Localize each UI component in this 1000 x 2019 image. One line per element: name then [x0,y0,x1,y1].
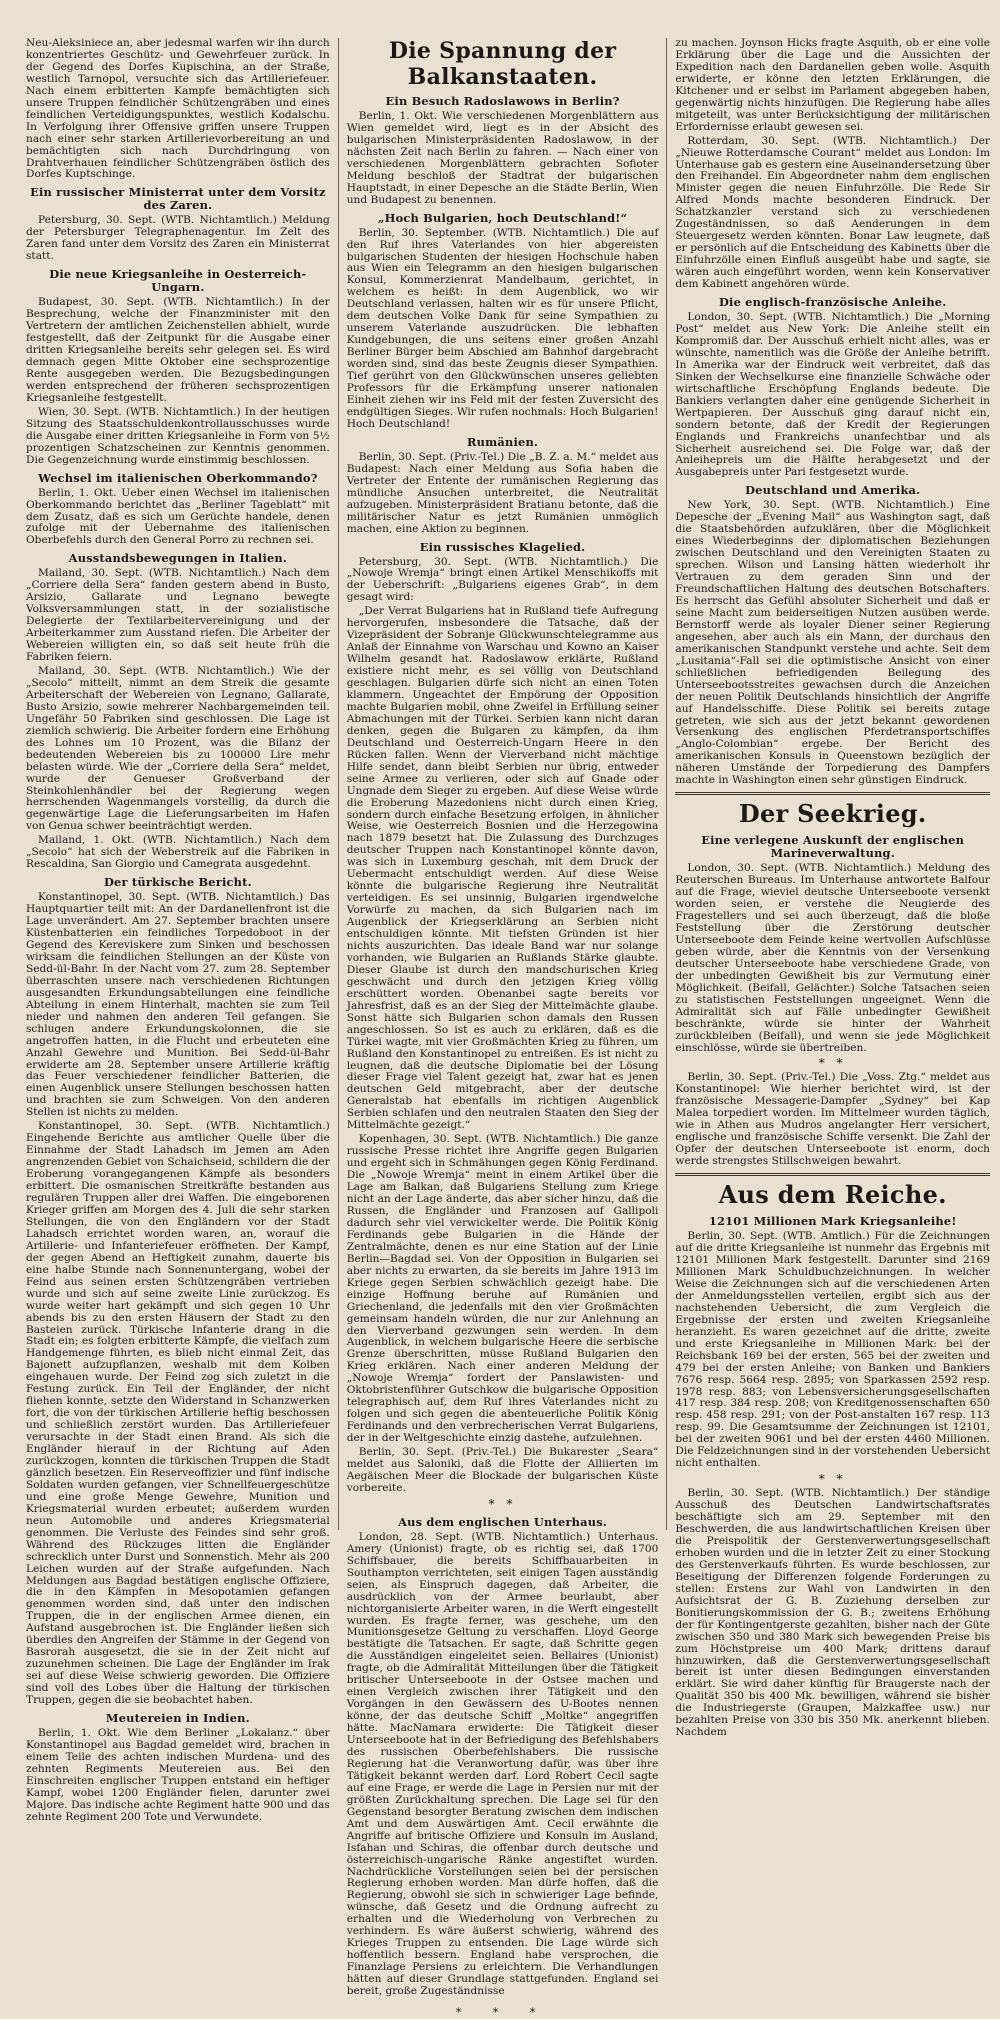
article-text: Rotterdam, 30. Sept. (WTB. Nichtamtlich.) Der „Nieuwe Rotterdamsche Courant“ meldet aus London: Im Unterhause gab es gestern eine Auseinandersetzung über den Freihandel. Ein Abgeordneter nahm dem englischen Minister gegen die neuen Einfuhrzölle. Die Rede Sir Alfred Monds machte besonderen Eindruck. Der Schatzkanzler verstand sich zu verschiedenen Zugeständnissen, so daß Aenderungen in dem Steuergesetz werden könnten. Bonar Law leugnete, daß er persönlich auf die Entscheidung des Kabinetts über die Einfuhrzölle einen Einfluß ausgeübt habe und sagte, sie wären auch eingeführt worden, wenn kein Konservativer dem Kabinett angehören würde. [675,134,990,291]
column-middle [346,38,668,2019]
article-text: New York, 30. Sept. (WTB. Nichtamtlich.) Eine Depesche der „Evening Mail“ aus Washington sagt, daß die Staatsbehörden aufzuklären, über die Möglichkeit eines Wiederbeginns der diplomatischen Beziehungen zwischen Deutschland und den Vereinigten Staaten zu sprechen. Wilson und Lansing hätten wiederholt ihr Vertrauen zu dem geraden Sinn und der Freundschaftlichen Haltung des deutschen Botschafters. Es herrscht das Gefühl absoluter Sicherheit und daß er seine Macht zum beiderseitigen Nutzen ausüben werde. Bernstorff werde als loyaler Diener seiner Regierung angesehen, aber auch als ein Mann, der durchaus den amerikanischen Standpunkt verstehe und achte. Seit dem „Lusitania“-Fall sei die optimistische Ansicht von einer schließlichen befriedigenden Beilegung des Unterseebootsstreites gewachsen durch die Anzeichen der neuen Politik Deutschlands hinsichtlich der Angriffe auf Handelsschiffe. Diese Politik sei bereits zutage getreten, wie sich aus der jetzt bekannt gewordenen Versenkung des englischen Pferdetransportschiffes „Anglo-Colombian“ ergebe. Der Bericht des amerikanischen Konsuls in Queenstown bezüglich der näheren Umstände der Torpedierung des Dampfers machte in Washington einen sehr günstigen Eindruck. [675,499,990,787]
article-text: Berlin, 30. Sept. (Priv.-Tel.) Die „B. Z. a. M.“ meldet aus Budapest: Nach einer Meldung aus Sofia haben die Vertreter der Entente der rumänischen Regierung das mündliche Ansuchen unterbreitet, die Neutralität aufzugeben. Ministerpräsident Bratianu betonte, daß die militärischer Natur es jetzt Rumänien unmöglich machen, eine Aktion zu beginnen. [346,450,659,535]
article-heading: Die englisch-französische Anleihe. [718,295,947,310]
article-heading: „Hoch Bulgarien, hoch Deutschland!“ [377,210,628,225]
article-heading: Ein Besuch Radoslawows in Berlin? [385,94,620,108]
article-text: Berlin, 1. Okt. Wie verschiedenen Morgenblättern aus Wien gemeldet wird, liegt es in der Absicht des bulgarischen Ministerpräsidenten Radoslawow, in der nächsten Zeit nach Berlin zu fahren. — Nach einer von verschiedenen Morgenblättern gebrachten Sofioter Meldung beschloß der Stadtrat der bulgarischen Hauptstadt, in einer Depesche an die Städte Berlin, Wien und Budapest zu benennen. [346,110,659,206]
article-heading: Aus dem englischen Unterhaus. [398,1514,607,1529]
article-text: Mailand, 30. Sept. (WTB. Nichtamtlich.) Wie der „Secolo“ mitteilt, nimmt an dem Streik die gesamte Arbeiterschaft der Webereien von Legnano, Gallarate, Busto Arsizio, sowie mehrerer Nachbargemeinden teil. Ungefähr 50 Fabriken sind geschlossen. Die Lage ist ziemlich schwierig. Die Arbeiter fordern eine Erhöhung des Lohnes um 10 Prozent, was die Bilanz der bedeutenden Webereien bis zu 100000 Lire mehr belasten würde. Wie der „Corriere della Sera“ meldet, wurde der Genueser Großverband der Steinkohlenhändler bei der Regierung wegen herrschenden Wagenmangels vorstellig, da durch die gegenwärtige Lage die Lieferungsarbeiten im Hafen von Genua schwer beeinträchtigt werden. [26,664,330,833]
article-text: London, 30. Sept. (WTB. Nichtamtlich.) Die „Morning Post“ meldet aus New York: Die Anleihe stellt ein Kompromiß dar. Der Ausschuß erhielt nicht alles, was er wünschte, namentlich was die Größe der Anleihe betrifft. In Amerika war der Eindruck weit verbreitet, daß das Sinken der Wechselkurse eine finanzielle Schwäche oder wirtschaftliche Erschöpfung Englands bedeute. Die Bankiers verlangten daher eine genügende Sicherheit in Wertpapieren. Der Ausschuß ging darauf nicht ein, sondern betonte, daß der Kredit der Regierungen Englands und Frankreichs unanfechtbar und als Sicherheit ausreichend sei. Die Folge war, daß der Anleihepreis um die Hälfte herabgesetzt und der Ausgabepreis unter Pari festgesetzt wurde. [675,311,990,479]
article-text: Berlin, 1. Okt. Wie dem Berliner „Lokalanz.“ über Konstantinopel aus Bagdad gemeldet wird, brachen in einem Teile des achten indischen Murdena- und des zehnten Regiments Meutereien aus. Bei den Einschreiten englischer Truppen entstand ein heftiger Kampf, wobei 1200 Engländer fielen, darunter zwei Majore. Das indische achte Regiment hatte 900 und das zehnte Regiment 200 Tote und Verwundete. [26,1727,330,1823]
article-heading: Meutereien in Indien. [105,1711,250,1725]
article-heading: 12101 Millionen Mark Kriegsanleihe! [708,1214,957,1229]
article-heading: Deutschland und Amerika. [745,483,921,498]
section-separator: * * [818,1472,847,1487]
article-heading: Rumänien. [467,434,539,449]
article-heading: Ein russisches Klagelied. [419,539,586,554]
article-heading: Ein russischer Ministerrat unter dem Vorsitz des Zaren. [30,185,326,213]
article-text: Mailand, 1. Okt. (WTB. Nichtamtlich.) Nach dem „Secolo“ hat sich der Weberstreik auf die Fabriken in Rescaldina, San Giorgio und Camegrata ausgedehnt. [26,834,330,871]
article-heading: Eine verlegene Auskunft der englischen Marineverwaltung. [701,833,965,861]
article-text: London, 30. Sept. (WTB. Nichtamtlich.) Meldung des Reuterschen Bureaus. Im Unterhause antwortete Balfour auf die Frage, wieviel deutsche Unterseeboote versenkt worden seien, er verstehe die Neugierde des Fragestellers und sei auch überzeugt, daß die bloße Feststellung über die Zerstörung deutscher Unterseeboote dem Feinde keine wertvollen Aufschlüsse geben würde, aber die Kenntnis von der Versenkung deutscher Unterseeboote habe verschiedene Grade, von der unbedingten Gewißheit bis zur Vermutung einer Möglichkeit. (Beifall, Gelächter.) Solche Tatsachen seien zu statistischen Feststellungen ungeeignet. Wenn die Admiralität sich auf Fälle unbedingter Gewißheit beschränkte, würde sie hinter der Wahrheit zurückbleiben (Beifall), und wenn sie jede Möglichkeit einschlösse, würde sie übertreiben. [675,862,990,1054]
article-text: Berlin, 30. September. (WTB. Nichtamtlich.) Die auf den Ruf ihres Vaterlandes von hier abgereisten bulgarischen Studenten der hiesigen Hochschule haben aus Wien ein Telegramm an den hiesigen bulgarischen Konsul, Kommerzienrat Mandelbaum, gerichtet, in welchem es heißt: In dem Augenblick, wo wir Deutschland verlassen, halten wir es für unsere Pflicht, dem deutschen Volke Dank für seine Sympathien zu unserem Vaterlande auszudrücken. Die lebhaften Kundgebungen, die uns seitens einer großen Anzahl Berliner Bürger beim Abschied am Bahnhof dargebracht worden sind, sind das beste Zeugnis dieser Sympathien. Tief gerührt von den Glückwünschen unseres geliebten Professors für die Erkämpfung unserer nationalen Einheit ziehen wir ins Feld mit der festen Zuversicht des endgültigen Sieges. Wir rufen nochmals: Hoch Bulgarien! Hoch Deutschland! [346,226,659,430]
article-text: zu machen. Joynson Hicks fragte Asquith, ob er eine volle Erklärung über die Lage und die Aussichten der Expedition nach den Dardanellen geben wolle. Asquith erwiderte, er könne den letzten Erklärungen, die Kitchener und er selbst im Parlament abgegeben haben, gegenwärtig nichts hinzufügen. Die Regierung habe alles mitgeteilt, was unter Berücksichtigung der militärischen Erfordernisse erlaubt gewesen sei. [675,37,990,133]
article-text: London, 28. Sept. (WTB. Nichtamtlich.) Unterhaus. Amery (Unionist) fragte, ob es richtig sei, daß 1700 Schiffsbauer, die bereits Schiffbauarbeiten in Southampton verrichteten, seit einigen Tagen ausständig seien, als Einspruch dagegen, daß Arbeiter, die ausdrücklich von der Armee beurlaubt, aber nichtorganisierte Arbeiter waren, in die Werft eingestellt wurden. Es fragte ferner, was geschehe, um den Munitionsgesetze Geltung zu verschaffen. Lloyd George bestätigte die Tatsachen. Er sagte, daß Schritte gegen die Ausständigen eingeleitet seien. Bellaires (Unionist) fragte, ob die Admiralität Mitteilungen über die Tätigkeit britischer Unterseeboote in der Ostsee machen und einen Vergleich zwischen ihrer Tätigkeit und den Vorgängen in den Gewässern des U-Bootes nennen könne, der das deutsche Schiff „Moltke“ angegriffen hätte. MacNamara erwiderte: Die Tätigkeit dieser Unterseeboote hat in der Befriedigung des Befehlshabers des russischen Oberbefehlshabers. Die russische Regierung hat die Veranwortung dafür, was über ihre Tätigkeit bekannt werden darf. Lord Robert Cecil sagte auf eine Frage, er werde die Lage in Persien nur mit der größten Zurückhaltung sprechen. Die Lage sei für den Gegenstand besorgter Beratung zwischen dem indischen Amt und dem Auswärtigen Amt. Cecil erwähnte die Angriffe auf britische Offiziere und Konsuln im Ausland, Isfahan und Schiras, die offenbar durch deutsche und österreichisch-ungarische Ränke angestiftet wurden. Nachdrückliche Vorstellungen seien bei der persischen Regierung erhoben worden. Man dürfe hoffen, daß die Regierung, obwohl sie sich in schwieriger Lage befinde, wünsche, daß Gesetz und die Ordnung aufrecht zu erhalten und die Wiederholung von Verbrechen zu verhindern. Es wäre äußerst schwierig, während des Krieges Truppen zu entsenden. Die Lage würde sich hoffentlich bessern. England habe versprochen, die Finanzlage Persiens zu erleichtern. Die Verhandlungen hätten auf dieser Grundlage stattgefunden. England sei bereit, große Zugeständnisse [346,1530,659,1998]
article-text: Berlin, 30. Sept. (Priv.-Tel.) Die Bukarester „Seara“ meldet aus Saloniki, daß die Flotte der Alliierten im Aegäischen Meer die Blockade der bulgarischen Küste vorbereite. [346,1446,659,1494]
article-text: Petersburg, 30. Sept. (WTB. Nichtamtlich.) Die „Nowoje Wremja“ bringt einen Artikel Menschikoffs mit der Ueberschrift: „Bulgariens eigenes Grab“, in dem gesagt wird: [346,555,659,604]
section-separator: * * [488,1496,517,1511]
article-heading: Die neue Kriegsanleihe in Oesterreich-Ungarn. [49,267,307,295]
section-title: Die Spannung der Balkanstaaten. [388,38,617,90]
column-right [675,37,990,1739]
section-title: Der Seekrieg. [738,799,927,829]
section-separator: * * [818,1056,847,1071]
divider [675,1173,990,1176]
section-title: Aus dem Reiche. [718,1180,947,1210]
article-text: „Der Verrat Bulgariens hat in Rußland tiefe Aufregung hervorgerufen, insbesondere die Tatsache, daß der Vizepräsident der Sobranje Glückwunschtelegramme aus Anlaß der Einnahme von Warschau und Kowno an Kaiser Wilhelm gesandt hat. Radoslawow erklärte, Rußland existiere nicht mehr, es sei völlig von Deutschland geschlagen. Bulgarien dürfe sich nicht an einen Toten klammern. Ungeachtet der Empörung der Opposition machte Bulgarien mobil, ohne Zweifel in Erfüllung seiner Abmachungen mit der Türkei. Serbien kann nicht daran denken, gegen die Bulgaren zu kämpfen, da ihm Deutschland und Oesterreich-Ungarn Heere in den Rücken fallen. Wenn der Vierverband nicht mächtige Hilfe sendet, dann bleibt Serbien nur übrig, entweder seine Armee zu verlieren, oder sich auf Gnade oder Ungnade dem Sieger zu ergeben. Auf diese Weise würde die Eroberung Mazedoniens nicht durch einen Krieg, sondern durch einfache Besetzung erfolgen, in ähnlicher Weise, wie Oesterreich Bosnien und die Herzegowina nach 1879 besetzt hat. Die Zulassung des Durchzuges deutscher Truppen nach Konstantinopel könnte davon, was sich in Luxemburg geschah, mit dem Druck der Uebermacht entschuldigt werden. Auf diese Weise könnte die bulgarische Regierung ihre Neutralität verteidigen. Es sei unsinnig, Bulgarien irgendwelche Vorwürfe zu machen, da sich Bulgarien nach im Augenblick der Kriegserklärung an Serbien nicht entschuldigen könnte. Mit tiefsten Gründen ist hier nichts auszurichten. Das ideale Band war nur solange vorhanden, wie Bulgarien an Rußlands Stärke glaubte. Dieser Glaube ist durch den mandschurischen Krieg geschwächt und durch den jetzigen Krieg völlig erschüttert worden. Obenanbei sagte bereits vor Jahresfrist, daß es an der Sieg der Mittelmächte glaube. Sonst hätte sich Bulgarien schon damals den Russen angeschlossen. So ist es auch zu erklären, daß es die Türkei wagte, mit vier Großmächten Krieg zu führen, um Rußland den Konstantinopel zu entreißen. Es ist nicht zu leugnen, daß die deutsche Diplomatie bei der Lösung dieser Frage viel Talent gezeigt hat, zwar hat es jenen deutschen Geld mitgebracht, aber der deutsche Generalstab hat ebenfalls im richtigen Augenblick Serbien schlafen und den neutralen Staaten den Sieg der Mittelmächte gezeigt.“ [346,605,659,1132]
article-heading: Wechsel im italienischen Oberkommando? [38,470,318,485]
section-separator: * * * [455,2006,550,2019]
article-text: Konstantinopel, 30. Sept. (WTB. Nichtamtlich.) Eingehende Berichte aus amtlicher Quelle über die Einnahme der Stadt Lahadsch im Jemen am Aden angrenzenden Gebiet von Schaichseid, schildern die der Eroberung vorangegangenen Kämpfe als besonders erbittert. Die osmanischen Streitkräfte bestanden aus regulären Truppen aller drei Waffen. Die eingeborenen Krieger griffen am Morgen des 4. Juli die sehr starken Stellungen, die von den Engländern vor der Stadt Lahadsch errichtet worden waren, an, worauf die Artillerie- und Infanteriefeuer eröffneten. Der Kampf, der gegen Abend an Heftigkeit zunahm, dauerte bis eine halbe Stunde nach Sonnenuntergang, wobei der Feind aus seinen ersten Schützengräben vertrieben wurde und sich auf seine zweite Linie zurückzog. Es wurde weiter hart gekämpft und sich gegen 10 Uhr abends bis zu den ersten Häusern der Stadt zu den Basteien zurück. Türkische Infanterie drang in die Stadt ein; es folgten erbitterte Kämpfe, die vielfach zum Handgemenge führten, es blieb nicht einmal Zeit, das Bajonett aufzupflanzen, weshalb mit dem Kolben eingehauen wurde. Der Feind zog sich zuletzt in die Festung zurück. Ein Teil der Engländer, der nicht fliehen konnte, setzte den Widerstand in Schanzwerken fort, die von der türkischen Artillerie heftig beschossen und schließlich zerstört wurden. Das Artilleriefeuer verursachte in der Stadt einen Brand. Als sich die Engländer hierauf in der Richtung auf Aden zurückzogen, konnten die türkischen Truppen die Stadt gänzlich besetzen. Ein Reserveoffizier und fünf indische Soldaten wurden gefangen, vier Schnellfeuergeschütze und eine große Menge Gewehre, Munition und Kriegsmaterial wurden erbeutet; außerdem wurden neun Automobile und anderes Kriegsmaterial genommen. Die Verluste des Feindes sind sehr groß. Während des Rückzuges litten die Engländer schrecklich unter Durst und Sonnenstich. Mehr als 200 Leichen wurden auf der Straße aufgefunden. Nach Meldungen aus Bagdad bestätigen englische Offiziere, die in den Kämpfen in Mesopotamien gefangen genommen worden sind, daß unter den indischen Truppen, die in der englischen Armee dienen, ein Aufstand ausgebrochen ist. Die Engländer ließen sich überdies den Angreifen der Stämme in der Gegend von Basrorah ausgesetzt, die sie in der Zeit nicht auf zuzunehmen scheinen. Die Lage der Engländer im Irak sei auf diese Weise schwierig geworden. Die Offiziere sind voll des Lobes über die Haltung der türkischen Truppen, gegen die sie beobachtet haben. [26,1120,330,1707]
article-text: Konstantinopel, 30. Sept. (WTB. Nichtamtlich.) Das Hauptquartier teilt mit: An der Dardanellenfront ist die Lage unverändert. Am 27. September brachten unsere Küstenbatterien ein feindliches Torpedoboot in der Gegend des Kereviskere zum Sinken und beschossen wirksam die feindlichen Stellungen an der Küste von Sedd-ül-Bahr. In der Nacht vom 27. zum 28. September überraschten unsere nach verschiedenen Richtungen ausgesandten Erkundungsabteilungen eine feindliche Abteilung in einem Hinterhalt, machten sie zum Teil nieder und nahmen den anderen Teil gefangen. Sie schlugen andere Erkundungskolonnen, die sie angetroffen hatten, in die Flucht und erbeuteten eine Anzahl Gewehre und Munition. Bei Sedd-ül-Bahr erwiderte am 28. September unsere Artillerie kräftig das Feuer verschiedener feindlicher Batterien, die einen Augenblick unsere Stellungen beschossen hatten und brachten sie zum Schweigen. Von den anderen Stellen ist nichts zu melden. [26,891,330,1119]
divider [675,792,990,795]
article-text: Petersburg, 30. Sept. (WTB. Nichtamtlich.) Meldung der Petersburger Telegraphenagentur. Im Zelt des Zaren fand unter dem Vorsitz des Zaren ein Ministerrat statt. [26,214,330,263]
article-text: Budapest, 30. Sept. (WTB. Nichtamtlich.) In der Besprechung, welche der Finanzminister mit den Vertretern der amtlichen Zeichenstellen abhielt, wurde festgestellt, daß der Zeitpunkt für die Ausgabe einer dritten Kriegsanleihe bereits sehr gelegen sei. Es wird demnach gegen Mitte Oktober eine sechsprozentige Rente ausgegeben werden. Die Bezugsbedingungen werden entsprechend der früheren sechsprozentigen Kriegsanleihe festgestellt. [26,296,330,404]
column-left [26,37,339,1823]
article-text: Berlin, 1. Okt. Ueber einen Wechsel im italienischen Oberkommando berichtet das „Berliner Tageblatt“ mit dem Zusatz, daß es sich um Gerüchte handele, denen zufolge mit der Uebernahme des italienischen Oberbefehls durch den General Porro zu rechnen sei. [26,486,330,547]
article-text: Berlin, 30. Sept. (WTB. Amtlich.) Für die Zeichnungen auf die dritte Kriegsanleihe ist nunmehr das Ergebnis mit 12101 Millionen Mark festgestellt. Darunter sind 2169 Millionen Mark Schuldbuchzeichnungen. In welcher Weise die Zeichnungen sich auf die verschiedenen Arten der Anmeldungsstellen verteilen, ergibt sich aus der nachstehenden Uebersicht, die zum Vergleich die Ergebnisse der ersten und zweiten Kriegsanleihe heranzieht. Es waren gezeichnet auf die dritte, zweite und erste Kriegsanleihe in Millionen Mark: bei der Reichsbank 169 bei der ersten, 565 bei der zweiten und 479 bei der ersten Anleihe; von Banken und Bankiers 7676 resp. 5664 resp. 2895; von Sparkassen 2592 resp. 1978 resp. 883; von Lebensversicherungsgesellschaften 417 resp. 384 resp. 208; von Kreditgenossenschaften 650 resp. 458 resp. 291; von der Post-anstalten 167 resp. 113 resp. 99. Die Gesamtsumme der Zeichnungen ist 12101, bei der zweiten 9061 und bei der ersten 4460 Millionen. Die Feldzeichnungen sind in der vorstehenden Uebersicht nicht enthalten. [675,1230,990,1470]
article-text: Neu-Aleksiniece an, aber jedesmal warfen wir ihn durch konzentriertes Geschütz- und Gewehrfeuer zurück. In der Gegend des Dorfes Kupischina, an der Straße, westlich Tarnopol, versuchte sich das Artilleriefeuer. Nach einem erbitterten Kampfe bemächtigten sich unsere Truppen feindlicher Schützengräben und eines feindlichen Verteidigungspunktes, westlich Kodalschu. In Verfolgung ihrer Offensive griffen unsere Truppen nach einer sehr starken Artillerievorbereitung an und bemächtigten sich nach Durchdringung von Drahtverhauen feindlicher Schützengräben östlich des Dorfes Kuptschinge. [26,37,330,181]
article-text: Berlin, 30. Sept. (WTB. Nichtamtlich.) Der ständige Ausschuß des Deutschen Landwirtschaftsrates beschäftigte sich am 29. September mit den Beschwerden, die aus landwirtschaftlichen Kreisen über die Preispolitik der Gerstenverwertungsgesellschaft erhoben wurden und die in letzter Zeit zu einer Stockung des Gerstenverkaufs führten. Es wurde beschlossen, zur Beseitigung der Differenzen folgende Forderungen zu stellen: Erstens zur Wahl von Landwirten in den Aufsichtsrat der G. B. Zuziehung derselben zur Bonitierungskommission der G. B.; zweitens Erhöhung der für Kontingentgerste gezahlten, bisher nach der Güte zwischen 350 und 380 Mark sich bewegenden Preise bis zum Höchstpreise um 400 Mark; drittens darauf hinzuwirken, daß die Gerstenverwertungsgesellschaft bereit ist unter diesen Bedingungen einverstanden erklärt. Sie wird daher künftig für Braugerste nach der Qualität 350 bis 400 Mk. bewilligen, während sie bisher die Industriegerste (Graupen, Malzkaffee usw.) nur bezahlten Preise von 330 bis 350 Mk. anerkennt blieben. Nachdem [675,1487,990,1739]
article-text: Kopenhagen, 30. Sept. (WTB. Nichtamtlich.) Die ganze russische Presse richtet ihre Angriffe gegen Bulgarien und ergeht sich in Schmähungen gegen König Ferdinand. Die „Nowoje Wremja“ meint in einem Artikel über die Lage am Balkan, daß Bulgariens Stellung zum Kriege nicht an der Lage änderte, das aber sicher hinzu, daß die Russen, die Engländer und Franzosen auf Gallipoli dadurch sehr viel verwickelter werde. Die Politik König Ferdinands gebe Bulgarien in die Hände der Zentralmächte, denen es nur eine Station auf der Linie Berlin—Bagdad sei. Von der Opposition in Bulgarien sei aber nichts zu erwarten, da sie bereits im Jahre 1913 im Kriege gegen Serbien schwächlich gezeigt habe. Die einzige Hoffnung beruhe auf Rumänien und Griechenland, die jedenfalls mit den vier Großmächten gemeinsam handeln würden, die nur zur Anlehnung an den Vierverband gezwungen sein werden. In dem Augenblick, in welchem bulgarische Heere die serbische Grenze überschritten, müsse Rußland Bulgarien den Krieg erklären. Nach einer anderen Meldung der „Nowoje Wremja“ fordert der Panslawisten- und Oktobristenführer Gutschkow die bulgarische Opposition telegraphisch auf, dem Ruf ihres Vaterlandes nicht zu folgen und sich gegen die abenteuerliche Politik König Ferdinands und den verbrecherischen Verrat Bulgariens, der in der Weltgeschichte einzig dastehe, aufzulehnen. [346,1133,659,1445]
article-text: Mailand, 30. Sept. (WTB. Nichtamtlich.) Nach dem „Corriere della Sera“ fanden gestern abend in Busto, Arsizio, Gallarate und Legnano bewegte Volksversammlungen statt, in der sozialistische Delegierte der Textilarbeitervereinigung und der Arbeiterkammer zum Ausstand riefen. Die Arbeiter der Webereien willigten ein, so daß seit heute früh die Fabriken feiern. [26,567,330,664]
article-text: Berlin, 30. Sept. (Priv.-Tel.) Die „Voss. Ztg.“ meldet aus Konstantinopel: Wie hierher berichtet wird, ist der französische Messagerie-Dampfer „Sydney“ bei Kap Malea torpediert worden. Im Mittelmeer wurden täglich, wie in Athen aus Mudros angelangter Herr versichert, englische und französische Schiffe versenkt. Die Zahl der Opfer der deutschen Unterseeboote ist enorm, doch werde strengstes Stillschweigen bewahrt. [675,1071,990,1168]
article-heading: Ausstandsbewegungen in Italien. [68,551,288,566]
article-heading: Der türkische Bericht. [103,875,252,890]
article-text: Wien, 30. Sept. (WTB. Nichtamtlich.) In der heutigen Sitzung des Staatsschuldenkontrollausschusses wurde die Ausgabe einer dritten Kriegsanleihe in Form von 5½ prozentigen Schatzscheinen zur Kenntnis genommen. Die Gegenzeichnung wurde einstimmig beschlossen. [26,405,330,466]
